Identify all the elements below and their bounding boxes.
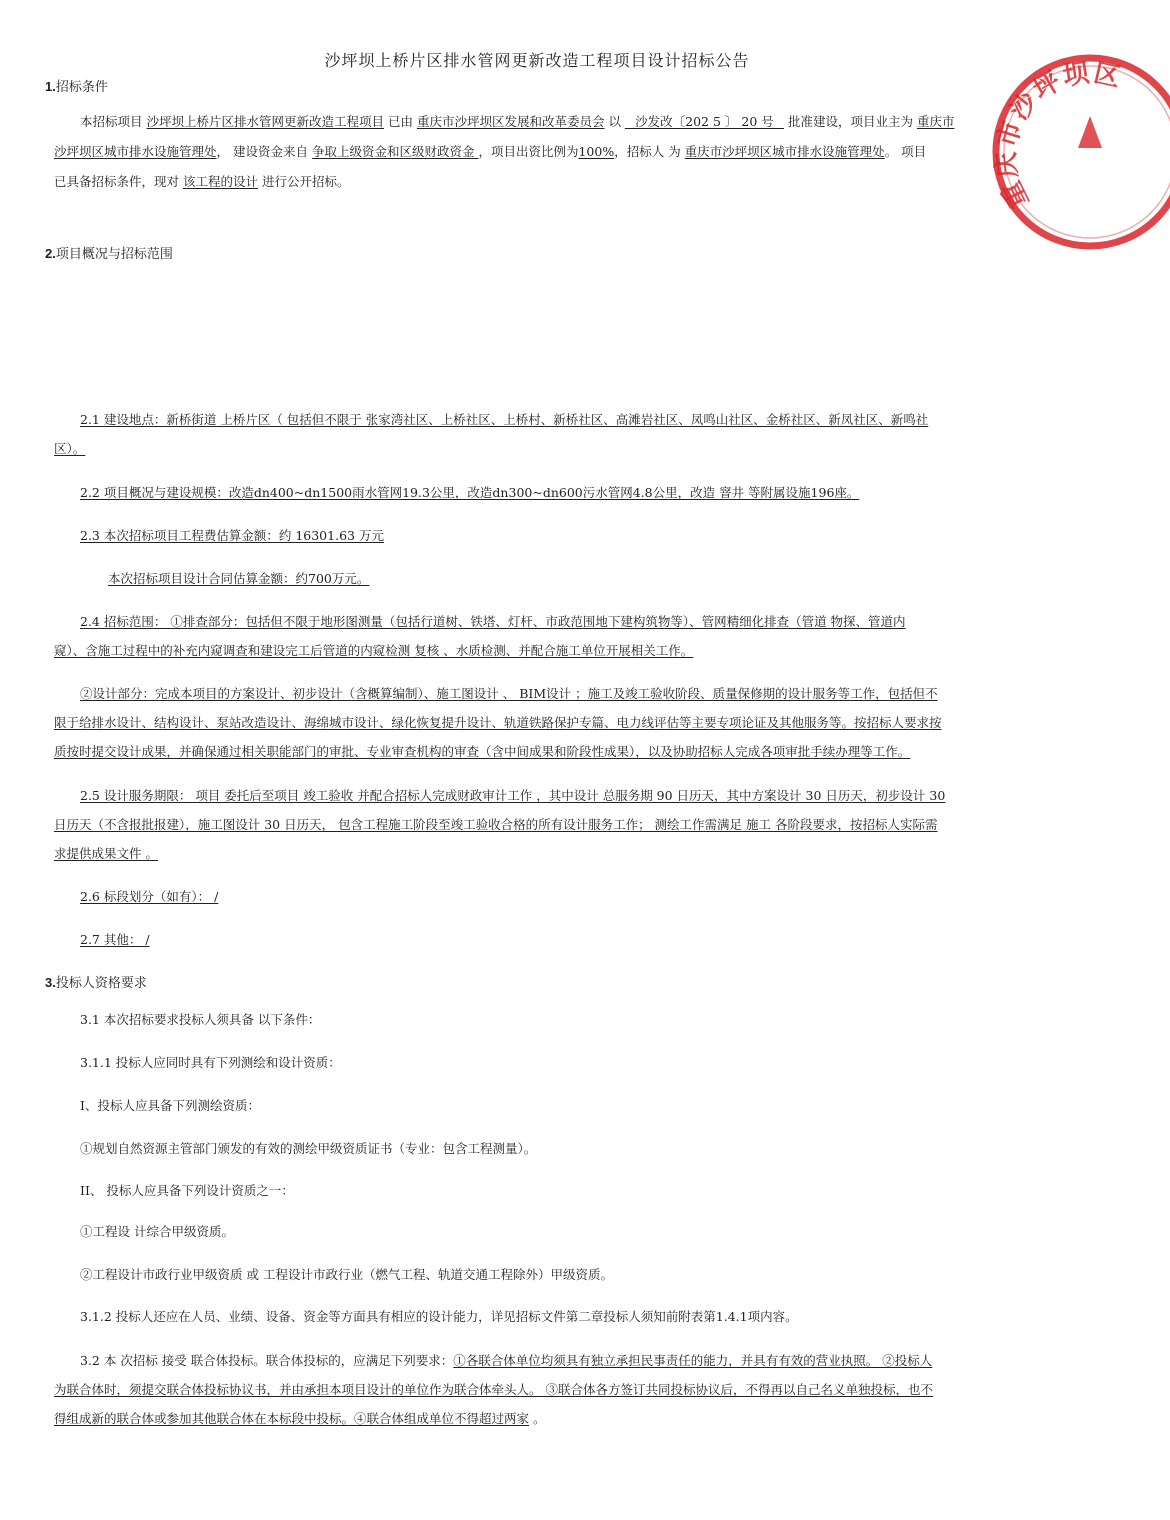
section-number: 2.	[45, 246, 56, 261]
item-3-2: 3.2 本 次招标 接受 联合体投标。联合体投标的，应满足下列要求：①各联合体单位均须具有独立承担民事责任的能力，并具有有效的营业执照。 ②投标人	[80, 1353, 933, 1368]
page-title: 沙坪坝上桥片区排水管网更新改造工程项目设计招标公告	[324, 51, 750, 70]
item-3-2-cont-1: 为联合体时，须提交联合体投标协议书，并由承担本项目设计的单位作为联合体牵头人。 ③联合体各方签订共同投标协议后，不得再以自己名义单独投标，也不	[54, 1382, 933, 1397]
owner-name-rest: 沙坪坝区城市排水设施管理处	[54, 144, 217, 159]
item-2-3-design-fee: 本次招标项目设计合同估算金额：约700万元。	[108, 571, 370, 586]
section-1-heading	[45, 76, 108, 95]
design-qualification-heading: II、 投标人应具备下列设计资质之一：	[80, 1183, 294, 1198]
tenderer: 重庆市沙坪坝区城市排水设施管理处	[684, 144, 885, 159]
item-3-2-cont-2: 得组成新的联合体或参加其他联合体在本标段中投标。④联合体组成单位不得超过两家 。	[54, 1411, 546, 1426]
item-3-1-2: 3.1.2 投标人还应在人员、业绩、设备、资金等方面具有相应的设计能力，详见招标文件第二章投标人须知前附表第1.4.1项内容。	[80, 1309, 798, 1324]
approver: 重庆市沙坪坝区发展和改革委员会	[416, 114, 605, 129]
approval-doc-number: _ 沙发改〔202 5 〕 20 号 _	[624, 114, 784, 129]
section-3-heading	[45, 972, 147, 991]
item-2-4-cont: 窥）、含施工过程中的补充内窥调查和建设完工后管道的内窥检测 复核 、水质检测、并配合施工单位开展相关工作。	[54, 643, 694, 658]
item-2-5-cont-1: 日历天（不含报批报建），施工图设计 30 日历天， 包含工程施工阶段至竣工验收合格的所有设计服务工作； 测绘工作需满足 施工 各阶段要求，按招标人实际需	[54, 817, 938, 832]
paragraph-1-line-3: 已具备招标条件，现对 该工程的设计 进行公开招标。	[54, 174, 350, 189]
seal-text: 重庆市沙坪坝区	[991, 58, 1125, 213]
paragraph-1-line-2: 沙坪坝区城市排水设施管理处， 建设资金来自 争取上级资金和区级财政资金 ，项目出资比例为100%，招标人 为 重庆市沙坪坝区城市排水设施管理处。 项目	[54, 144, 927, 159]
fund-ratio: 100%	[578, 144, 615, 159]
item-2-4-design-cont-2: 质按时提交设计成果，并确保通过相关职能部门的审批、专业审查机构的审查（含中间成果和阶段性成果），以及协助招标人完成各项审批手续办理等工作。	[54, 744, 911, 759]
section-title: 招标条件	[55, 80, 108, 95]
owner-name: 重庆市	[916, 114, 955, 129]
item-2-6: 2.6 标段划分（如有）： /	[80, 889, 219, 904]
item-2-3: 2.3 本次招标项目工程费估算金额：约 16301.63 万元	[80, 528, 384, 543]
paragraph-1-line-1: 本招标项目 沙坪坝上桥片区排水管网更新改造工程项目 已由 重庆市沙坪坝区发展和改革委员会 以 _ 沙发改〔202 5 〕 20 号 _ 批准建设，项目业主为 重庆市	[80, 114, 955, 129]
official-seal	[990, 52, 1170, 252]
survey-qualification-1: ①规划自然资源主管部门颁发的有效的测绘甲级资质证书（专业：包含工程测量）。	[80, 1141, 537, 1156]
fund-source: 争取上级资金和区级财政资金	[311, 144, 479, 159]
item-2-5: 2.5 设计服务期限： 项目 委托后至项目 竣工验收 并配合招标人完成财政审计工作 ，其中设计 总服务期 90 日历天，其中方案设计 30 日历天，初步设计 30	[80, 788, 946, 803]
item-2-1-cont: 区）。	[54, 441, 86, 456]
section-title: 项目概况与招标范围	[55, 247, 173, 262]
item-2-4: 2.4 招标范围： ①排查部分：包括但不限于地形图测量（包括行道树、铁塔、灯杆、市政范围地下建构筑物等）、管网精细化排查（管道 物探、管道内	[80, 614, 906, 629]
item-2-4-design-cont-1: 限于给排水设计、结构设计、泵站改造设计、海绵城市设计、绿化恢复提升设计、轨道铁路保护专篇、电力线评估等主要专项论证及其他服务等。按招标人要求按	[54, 715, 942, 730]
design-qualification-2: ②工程设计市政行业甲级资质 或 工程设计市政行业（燃气工程、轨道交通工程除外）甲级资质。	[80, 1267, 613, 1282]
item-2-2: 2.2 项目概况与建设规模：改造dn400~dn1500雨水管网19.3公里，改造dn300~dn600污水管网4.8公里，改造 窨井 等附属设施196座。	[80, 485, 860, 500]
section-2-heading	[45, 243, 173, 262]
item-2-5-cont-2: 求提供成果文件 。	[54, 846, 158, 861]
project-name: 沙坪坝上桥片区排水管网更新改造工程项目	[146, 114, 384, 129]
svg-text:重庆市沙坪坝区	[990, 58, 1125, 213]
section-title: 投标人资格要求	[55, 976, 147, 991]
tender-object: 该工程的设计	[182, 174, 258, 189]
item-2-7: 2.7 其他： /	[80, 932, 150, 947]
item-3-1: 3.1 本次招标要求投标人须具备 以下条件：	[80, 1012, 321, 1027]
item-2-1: 2.1 建设地点：新桥街道 上桥片区（ 包括但不限于 张家湾社区、上桥社区、上桥村、新桥社区、高滩岩社区、凤鸣山社区、金桥社区、新凤社区、新鸣社	[80, 412, 929, 427]
section-number: 1.	[45, 79, 56, 94]
item-2-4-design: ②设计部分：完成本项目的方案设计、初步设计（含概算编制）、施工图设计 、 BIM设计 ；施工及竣工验收阶段、质量保修期的设计服务等工作，包括但不	[80, 686, 938, 701]
section-number: 3.	[45, 975, 56, 990]
design-qualification-1: ①工程设 计综合甲级资质。	[80, 1224, 234, 1239]
item-3-1-1: 3.1.1 投标人应同时具有下列测绘和设计资质：	[80, 1055, 341, 1070]
survey-qualification-heading: I、投标人应具备下列测绘资质：	[80, 1098, 260, 1113]
